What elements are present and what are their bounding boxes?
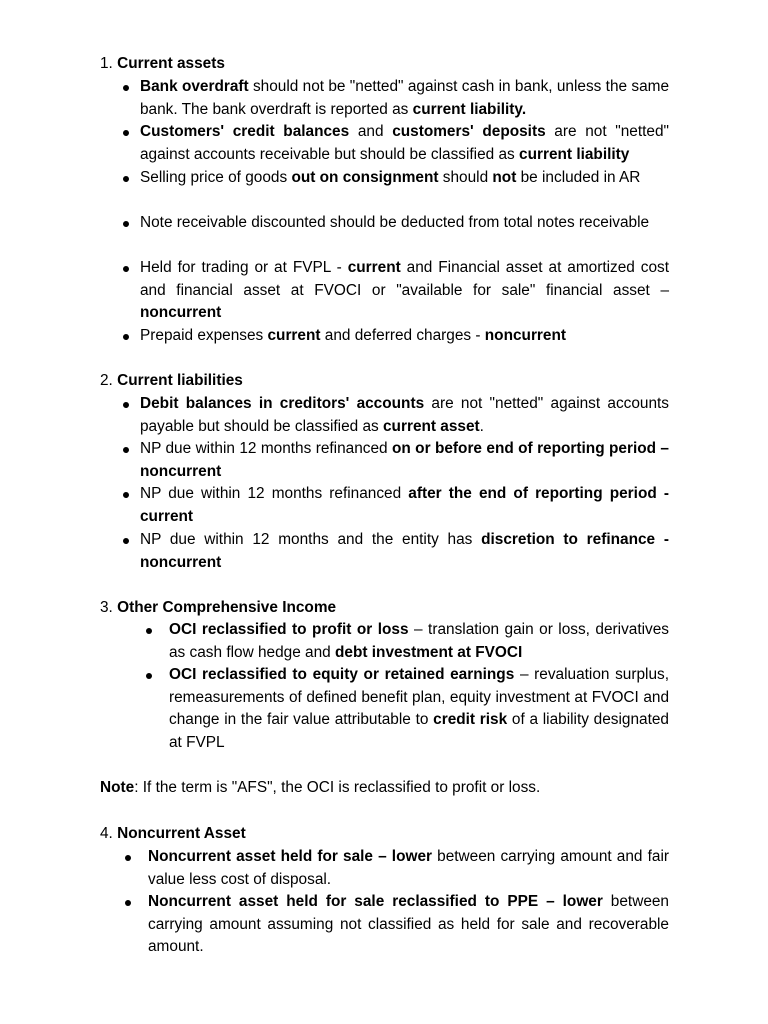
section-title: Current assets bbox=[117, 55, 225, 72]
list-item bbox=[140, 167, 669, 190]
text-run: be included in AR bbox=[516, 169, 641, 186]
text-run: of a liability designated at FVPL bbox=[169, 711, 669, 752]
list-item bbox=[140, 257, 669, 325]
bullet-icon bbox=[146, 673, 152, 679]
note-text: : If the term is "AFS", the OCI is reclassified to profit or loss. bbox=[134, 779, 541, 796]
bold-text: Noncurrent asset held for sale – lower bbox=[148, 848, 432, 865]
bullet-icon bbox=[125, 855, 131, 861]
section-title: Noncurrent Asset bbox=[117, 825, 246, 842]
section-number: 4. bbox=[100, 825, 118, 842]
text-run: Selling price of goods bbox=[140, 169, 292, 186]
bold-text: Bank overdraft bbox=[140, 78, 249, 95]
note-label: Note bbox=[100, 779, 135, 796]
text-run: and bbox=[349, 123, 393, 140]
bullet-icon bbox=[123, 447, 129, 453]
section-heading-oci bbox=[100, 597, 670, 620]
bold-text: after the end of reporting period - current bbox=[140, 485, 669, 525]
section-title: Current liabilities bbox=[117, 372, 243, 389]
text-run: between carrying amount assuming not classified as held for sale and recoverable amount. bbox=[148, 893, 669, 956]
list-item bbox=[140, 212, 669, 235]
bold-text: credit risk bbox=[433, 711, 508, 729]
bold-text: noncurrent bbox=[484, 327, 567, 344]
bold-text: Customers' credit balances bbox=[140, 123, 350, 140]
text-run: – translation gain or loss, derivatives as cash flow hedge and bbox=[169, 621, 670, 661]
bold-text: OCI reclassified to profit or loss bbox=[169, 621, 409, 638]
list-item bbox=[140, 76, 669, 121]
text-run: should bbox=[438, 169, 493, 186]
bold-text: debt investment at FVOCI bbox=[335, 643, 523, 661]
section-number: 2. bbox=[100, 372, 118, 389]
list-item bbox=[140, 121, 669, 166]
text-run: between carrying amount and fair value less cost of disposal. bbox=[148, 848, 670, 888]
section-number: 3. bbox=[100, 599, 118, 616]
bold-text: current bbox=[267, 327, 321, 344]
bold-text: current asset bbox=[383, 417, 480, 435]
bold-text: customers' deposits bbox=[392, 123, 546, 140]
bullet-icon bbox=[123, 176, 129, 182]
text-run: . bbox=[479, 417, 484, 435]
bold-text: current liability. bbox=[412, 100, 527, 118]
bold-text: on or before end of reporting period – noncurrent bbox=[140, 440, 669, 480]
text-run: Held for trading or at FVPL - bbox=[140, 259, 348, 276]
bold-text: Debit balances in creditors' accounts bbox=[140, 395, 425, 412]
bullet-icon bbox=[123, 266, 129, 272]
text-run: NP due within 12 months refinanced bbox=[140, 440, 392, 457]
bold-text: current liability bbox=[519, 145, 630, 163]
list-item bbox=[148, 891, 669, 959]
bold-text: not bbox=[492, 169, 517, 186]
bullet-icon bbox=[123, 130, 129, 136]
text-run: should not be "netted" against cash in bank, unless the same bank. The bank overdraft is reported as bbox=[140, 78, 670, 118]
list-item bbox=[140, 438, 669, 483]
text-run: are not "netted" against accounts receivable but should be classified as bbox=[140, 123, 669, 163]
bold-text: out on consignment bbox=[291, 169, 439, 186]
bullet-icon bbox=[123, 402, 129, 408]
bullet-icon bbox=[123, 334, 129, 340]
list-item bbox=[140, 393, 669, 438]
bold-text: Noncurrent asset held for sale reclassified to PPE – lower bbox=[148, 893, 603, 910]
text-run: – revaluation surplus, remeasurements of defined benefit plan, equity investment at FVOCI and change in the fair value attributable to bbox=[169, 666, 669, 729]
text-run: Prepaid expenses bbox=[140, 327, 268, 344]
bullet-icon bbox=[123, 538, 129, 544]
text-run: and deferred charges - bbox=[320, 327, 485, 344]
section-heading-current-assets bbox=[100, 53, 670, 76]
bullet-icon bbox=[125, 900, 131, 906]
bold-text: OCI reclassified to equity or retained earnings bbox=[169, 666, 515, 683]
list-item bbox=[140, 325, 669, 348]
list-item bbox=[140, 483, 669, 528]
list-item bbox=[169, 664, 669, 755]
text-run: Note receivable discounted should be deducted from total notes receivable bbox=[140, 214, 650, 231]
text-run: NP due within 12 months refinanced bbox=[140, 485, 409, 502]
bullet-icon bbox=[123, 221, 129, 227]
text-run: are not "netted" against accounts payable but should be classified as bbox=[140, 395, 669, 435]
section-number: 1. bbox=[100, 55, 118, 72]
bold-text: current bbox=[347, 259, 401, 276]
bold-text: discretion to refinance - noncurrent bbox=[140, 531, 669, 571]
section-heading-current-liabilities bbox=[100, 370, 670, 393]
list-item bbox=[169, 619, 669, 664]
note-paragraph bbox=[100, 777, 670, 800]
text-run: and Financial asset at amortized cost and financial asset at FVOCI or "available for sale" financial asset – bbox=[140, 259, 669, 299]
list-item bbox=[148, 846, 669, 891]
bullet-icon bbox=[146, 628, 152, 634]
text-run: NP due within 12 months and the entity has bbox=[140, 531, 482, 548]
bold-text: noncurrent bbox=[140, 304, 222, 322]
list-item bbox=[140, 529, 669, 574]
bullet-icon bbox=[123, 85, 129, 91]
section-heading-noncurrent-asset bbox=[100, 823, 670, 846]
section-title: Other Comprehensive Income bbox=[117, 599, 337, 616]
bullet-icon bbox=[123, 492, 129, 498]
